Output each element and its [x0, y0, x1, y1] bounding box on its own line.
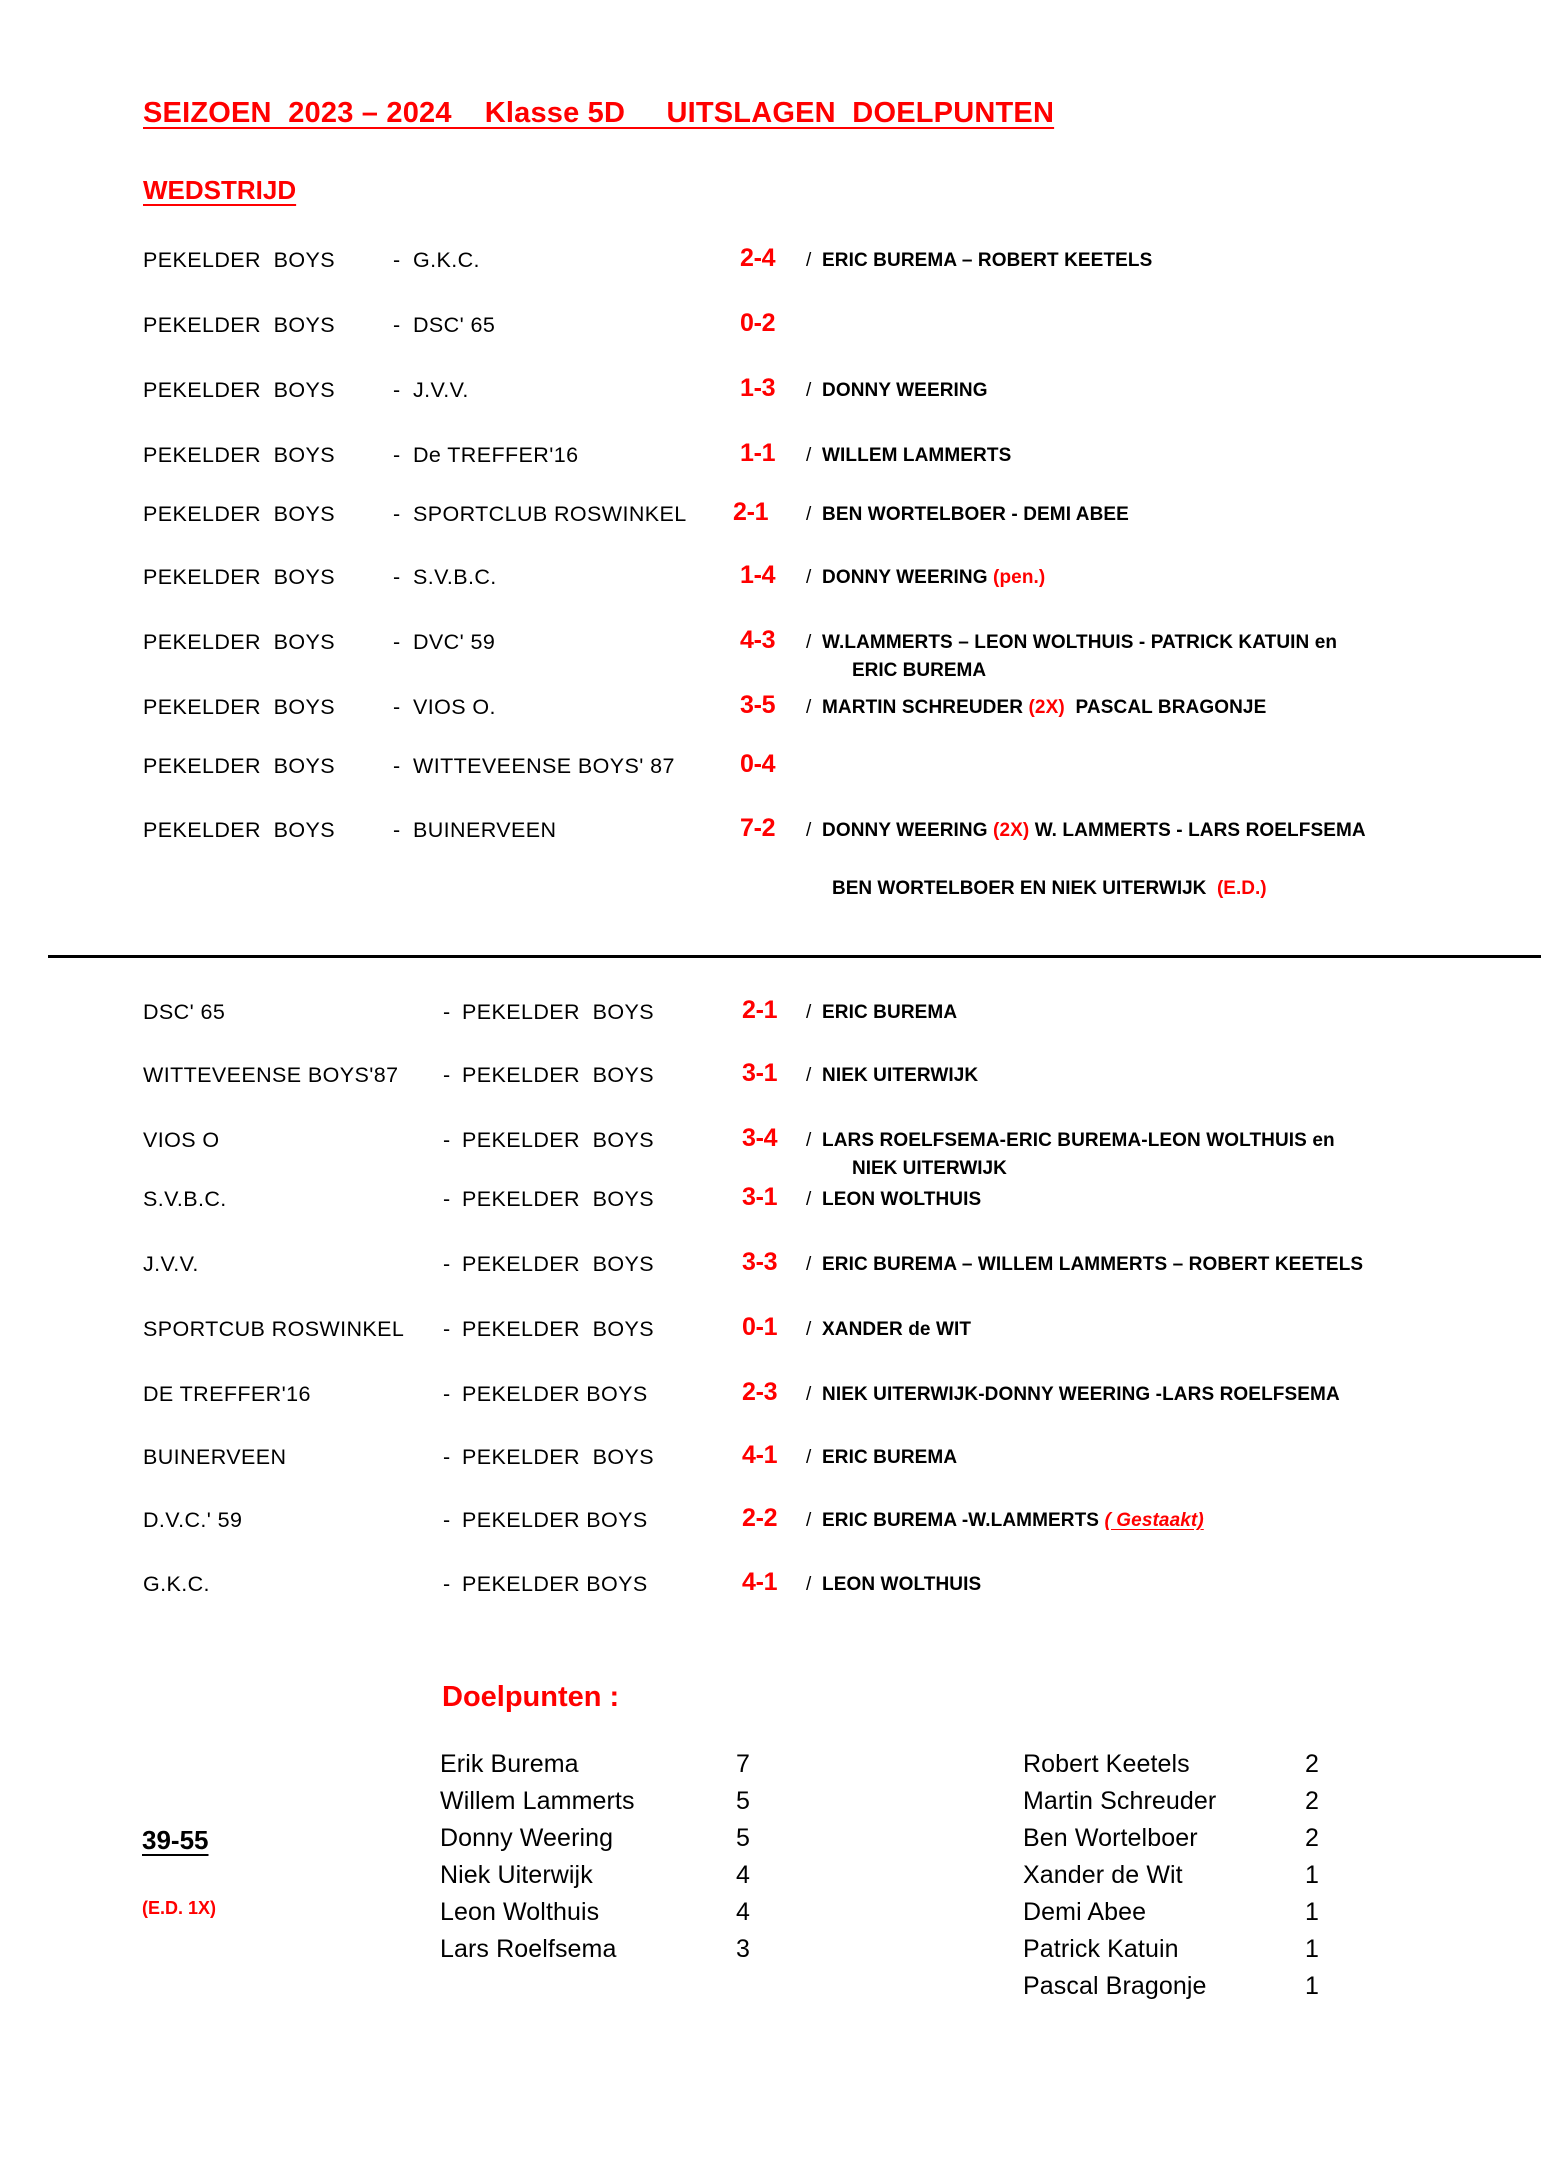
scorer-name: Xander de Wit: [1023, 1861, 1183, 1889]
match-away-team: PEKELDER BOYS: [462, 1252, 655, 1276]
match-note: (2X): [993, 820, 1030, 841]
match-score: 1-1: [740, 439, 776, 467]
match-home-team: VIOS O: [143, 1128, 220, 1152]
match-scorers: LEON WOLTHUIS: [822, 1574, 982, 1595]
match-scorers: BEN WORTELBOER - DEMI ABEE: [822, 504, 1129, 525]
match-slash: /: [806, 1510, 812, 1531]
match-scorers: LARS ROELFSEMA-ERIC BUREMA-LEON WOLTHUIS en: [822, 1130, 1335, 1151]
match-slash: /: [806, 250, 812, 271]
match-slash: /: [806, 1065, 812, 1086]
match-scorers: ERIC BUREMA: [822, 1002, 958, 1023]
scorer-count: 5: [736, 1787, 750, 1815]
match-scorers: DONNY WEERING (pen.): [822, 567, 1046, 588]
match-score: 2-3: [742, 1378, 778, 1406]
match-score: 2-2: [742, 1504, 778, 1532]
match-separator: -: [393, 754, 401, 778]
match-home-team: PEKELDER BOYS: [143, 630, 336, 654]
match-note: (2X): [1028, 697, 1065, 718]
match-scorers: ERIC BUREMA: [822, 1447, 958, 1468]
match-slash: /: [806, 1002, 812, 1023]
match-score: 2-1: [733, 498, 769, 526]
match-scorers: MARTIN SCHREUDER (2X) PASCAL BRAGONJE: [822, 697, 1267, 718]
match-home-team: G.K.C.: [143, 1572, 210, 1596]
match-away-team: PEKELDER BOYS: [462, 1445, 655, 1469]
match-separator: -: [443, 1572, 451, 1596]
match-separator: -: [443, 1317, 451, 1341]
scorer-count: 5: [736, 1824, 750, 1852]
match-score: 4-1: [742, 1568, 778, 1596]
scorer-count: 4: [736, 1861, 750, 1889]
match-score: 3-4: [742, 1124, 778, 1152]
scorer-name: Erik Burema: [440, 1750, 579, 1778]
match-home-team: DSC' 65: [143, 1000, 226, 1024]
scorer-name: Donny Weering: [440, 1824, 614, 1852]
match-scorers: ERIC BUREMA – ROBERT KEETELS: [822, 250, 1153, 271]
scorer-name: Lars Roelfsema: [440, 1935, 617, 1963]
scorer-name: Robert Keetels: [1023, 1750, 1190, 1778]
match-home-team: S.V.B.C.: [143, 1187, 227, 1211]
match-scorers: XANDER de WIT: [822, 1319, 972, 1340]
match-home-team: WITTEVEENSE BOYS'87: [143, 1063, 399, 1087]
match-separator: -: [443, 1128, 451, 1152]
match-slash: /: [806, 504, 812, 525]
match-score: 3-3: [742, 1248, 778, 1276]
match-note: (pen.): [993, 567, 1046, 588]
match-away-team: PEKELDER BOYS: [462, 1000, 655, 1024]
scorer-name: Willem Lammerts: [440, 1787, 635, 1815]
match-away-team: G.K.C.: [413, 248, 480, 272]
match-away-team: DVC' 59: [413, 630, 496, 654]
match-away-team: S.V.B.C.: [413, 565, 497, 589]
scorer-name: Ben Wortelboer: [1023, 1824, 1198, 1852]
scorer-name: Niek Uiterwijk: [440, 1861, 593, 1889]
match-separator: -: [393, 565, 401, 589]
match-slash: /: [806, 697, 812, 718]
match-away-team: WITTEVEENSE BOYS' 87: [413, 754, 675, 778]
scorer-name: Pascal Bragonje: [1023, 1972, 1207, 2000]
match-away-team: DSC' 65: [413, 313, 496, 337]
match-scorers-continued: ERIC BUREMA: [852, 660, 987, 681]
match-away-team: PEKELDER BOYS: [462, 1382, 648, 1406]
match-separator: -: [443, 1187, 451, 1211]
match-slash: /: [806, 1189, 812, 1210]
match-away-team: J.V.V.: [413, 378, 469, 402]
scorer-count: 3: [736, 1935, 750, 1963]
match-away-team: De TREFFER'16: [413, 443, 579, 467]
match-score: 2-1: [742, 996, 778, 1024]
match-home-team: BUINERVEEN: [143, 1445, 287, 1469]
match-separator: -: [393, 313, 401, 337]
scorer-count: 2: [1305, 1750, 1319, 1778]
match-score: 1-3: [740, 374, 776, 402]
scorer-count: 1: [1305, 1972, 1319, 2000]
match-scorers: NIEK UITERWIJK-DONNY WEERING -LARS ROELFSEMA: [822, 1384, 1340, 1405]
match-separator: -: [393, 818, 401, 842]
match-separator: -: [443, 1508, 451, 1532]
match-slash: /: [806, 567, 812, 588]
section-heading-wedstrijd: WEDSTRIJD: [143, 175, 297, 205]
own-goal-note: (E.D. 1X): [142, 1898, 217, 1918]
match-note: ( Gestaakt): [1104, 1510, 1204, 1531]
match-slash: /: [806, 632, 812, 653]
match-away-team: PEKELDER BOYS: [462, 1317, 655, 1341]
match-scorers: WILLEM LAMMERTS: [822, 445, 1012, 466]
match-score: 4-3: [740, 626, 776, 654]
match-score: 3-1: [742, 1059, 778, 1087]
match-score: 7-2: [740, 814, 776, 842]
match-scorers-continued: NIEK UITERWIJK: [852, 1158, 1007, 1179]
match-separator: -: [393, 378, 401, 402]
match-separator: -: [393, 502, 401, 526]
scorer-name: Martin Schreuder: [1023, 1787, 1217, 1815]
match-score: 2-4: [740, 244, 776, 272]
match-home-team: PEKELDER BOYS: [143, 313, 336, 337]
match-away-team: PEKELDER BOYS: [462, 1572, 648, 1596]
match-separator: -: [443, 1063, 451, 1087]
match-slash: /: [806, 1130, 812, 1151]
scorer-count: 2: [1305, 1787, 1319, 1815]
match-home-team: PEKELDER BOYS: [143, 378, 336, 402]
match-scorers: ERIC BUREMA – WILLEM LAMMERTS – ROBERT KEETELS: [822, 1254, 1364, 1275]
match-away-team: SPORTCLUB ROSWINKEL: [413, 502, 687, 526]
match-score: 0-4: [740, 750, 776, 778]
match-scorers: LEON WOLTHUIS: [822, 1189, 982, 1210]
doelpunten-heading: Doelpunten :: [442, 1681, 620, 1713]
match-score: 4-1: [742, 1441, 778, 1469]
match-home-team: PEKELDER BOYS: [143, 502, 336, 526]
match-away-team: BUINERVEEN: [413, 818, 557, 842]
scorer-count: 7: [736, 1750, 750, 1778]
match-away-team: PEKELDER BOYS: [462, 1063, 655, 1087]
match-score: 3-1: [742, 1183, 778, 1211]
match-separator: -: [443, 1252, 451, 1276]
match-away-team: PEKELDER BOYS: [462, 1187, 655, 1211]
match-separator: -: [443, 1382, 451, 1406]
match-home-team: SPORTCUB ROSWINKEL: [143, 1317, 405, 1341]
match-separator: -: [393, 443, 401, 467]
match-slash: /: [806, 380, 812, 401]
match-home-team: D.V.C.' 59: [143, 1508, 243, 1532]
scorer-count: 4: [736, 1898, 750, 1926]
match-away-team: PEKELDER BOYS: [462, 1508, 648, 1532]
match-home-team: J.V.V.: [143, 1252, 199, 1276]
match-separator: -: [443, 1000, 451, 1024]
match-scorers: DONNY WEERING: [822, 380, 988, 401]
match-away-team: PEKELDER BOYS: [462, 1128, 655, 1152]
match-score: 1-4: [740, 561, 776, 589]
match-slash: /: [806, 1384, 812, 1405]
match-score: 0-1: [742, 1313, 778, 1341]
match-separator: -: [393, 630, 401, 654]
scorer-name: Leon Wolthuis: [440, 1898, 600, 1926]
page-title: SEIZOEN 2023 – 2024 Klasse 5D UITSLAGEN DOELPUNTEN: [143, 97, 1055, 129]
match-home-team: DE TREFFER'16: [143, 1382, 311, 1406]
match-slash: /: [806, 1254, 812, 1275]
match-away-team: VIOS O.: [413, 695, 496, 719]
match-scorers: NIEK UITERWIJK: [822, 1065, 979, 1086]
match-slash: /: [806, 445, 812, 466]
match-home-team: PEKELDER BOYS: [143, 565, 336, 589]
match-score: 3-5: [740, 691, 776, 719]
match-scorers-extra: BEN WORTELBOER EN NIEK UITERWIJK (E.D.): [832, 878, 1267, 899]
scorer-count: 1: [1305, 1935, 1319, 1963]
match-home-team: PEKELDER BOYS: [143, 754, 336, 778]
match-separator: -: [393, 248, 401, 272]
scorer-count: 2: [1305, 1824, 1319, 1852]
goal-total: 39-55: [142, 1825, 209, 1855]
match-scorers: DONNY WEERING (2X) W. LAMMERTS - LARS ROELFSEMA: [822, 820, 1366, 841]
match-home-team: PEKELDER BOYS: [143, 248, 336, 272]
match-separator: -: [443, 1445, 451, 1469]
scorer-count: 1: [1305, 1898, 1319, 1926]
match-scorers: W.LAMMERTS – LEON WOLTHUIS - PATRICK KATUIN en: [822, 632, 1338, 653]
match-separator: -: [393, 695, 401, 719]
match-slash: /: [806, 1447, 812, 1468]
match-home-team: PEKELDER BOYS: [143, 695, 336, 719]
scorer-name: Patrick Katuin: [1023, 1935, 1179, 1963]
match-home-team: PEKELDER BOYS: [143, 443, 336, 467]
match-slash: /: [806, 1319, 812, 1340]
scorer-name: Demi Abee: [1023, 1898, 1147, 1926]
section-divider: [48, 955, 1541, 958]
match-slash: /: [806, 1574, 812, 1595]
match-slash: /: [806, 820, 812, 841]
match-scorers: ERIC BUREMA -W.LAMMERTS ( Gestaakt): [822, 1510, 1204, 1531]
match-home-team: PEKELDER BOYS: [143, 818, 336, 842]
scorer-count: 1: [1305, 1861, 1319, 1889]
own-goal-tag: (E.D.): [1211, 878, 1267, 899]
match-score: 0-2: [740, 309, 776, 337]
